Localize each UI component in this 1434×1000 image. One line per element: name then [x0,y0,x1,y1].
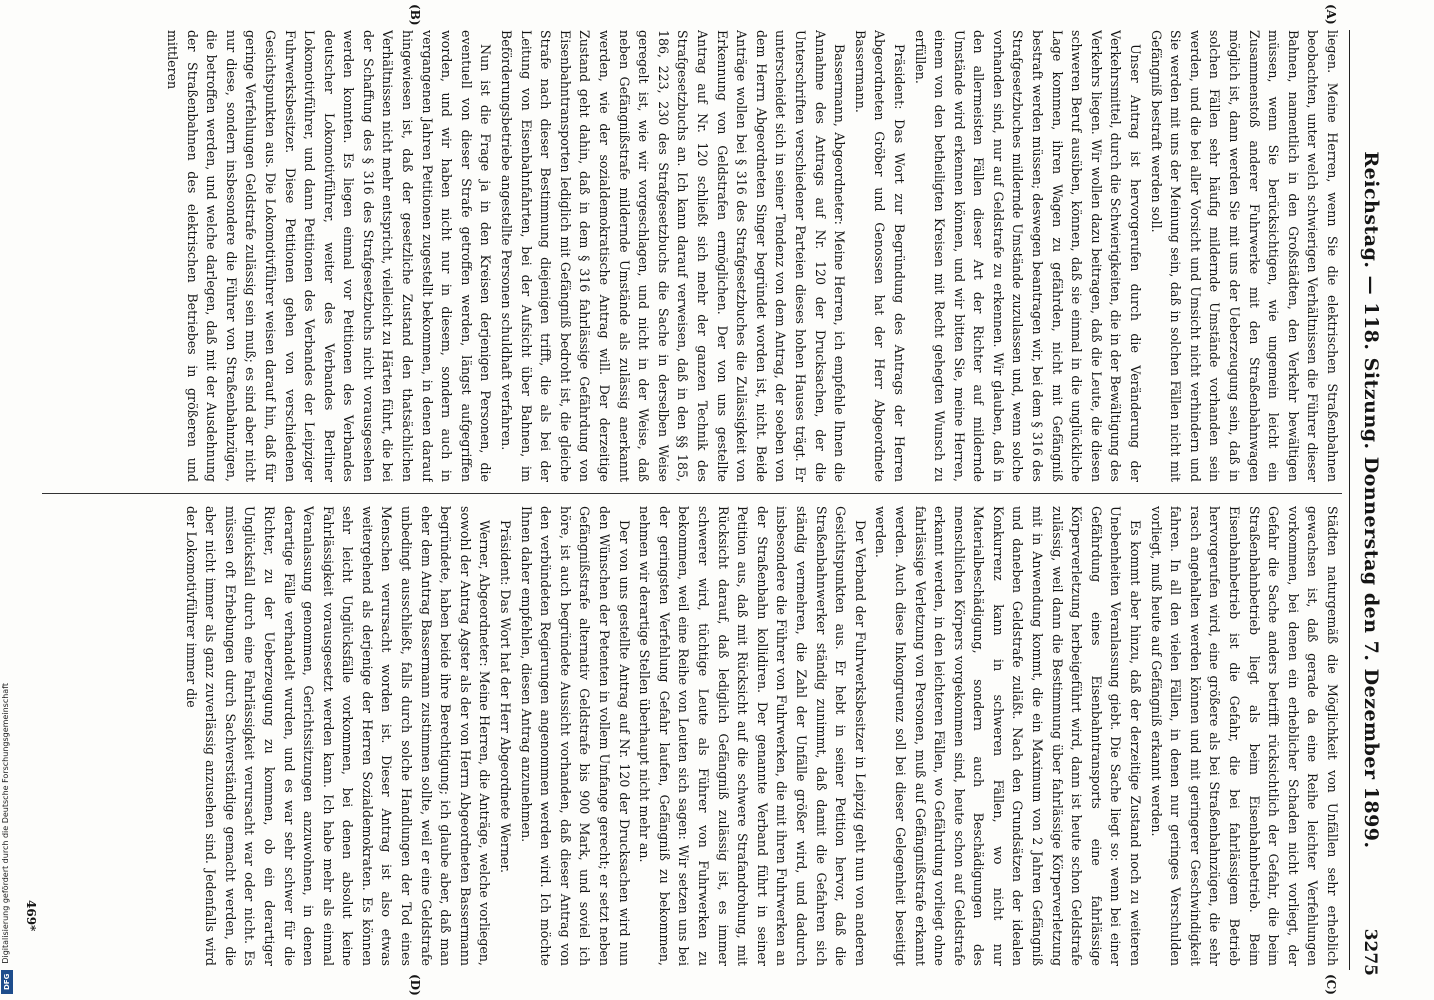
page-title: Reichstag. — 118. Sitzung. Donnerstag den 7. Dezember 1899. [1360,151,1382,849]
paragraph: Städten naturgemäß die Möglichkeit von Unfällen sehr erheblich gewachsen ist, daß gerade da eine Reihe leichter Verfehlungen vorkommen, bei denen ein erheblicher Schaden nicht vorliegt, der Gefahr die Sache anders betrifft rücksichtlich der Gefahr, die beim Straßenbahnbetrieb liegt als beim Eisenbahnbetrieb. Beim Eisenbahnbetrieb ist die Gefahr, die bei fahrlässigem Betrieb hervorgerufen wird, eine größere als bei Straßenbahnzügen, die sehr rasch angehalten werden können und mit geringerer Geschwindigkeit fahren. In all den vielen Fällen, in denen nur geringes Verschulden vorliegt, muß heute auf Gefängniß erkannt werden. [1148,506,1340,966]
paragraph: Präsident: Das Wort hat der Herr Abgeordnete Werner. [498,520,514,873]
margin-marker-c: (C) [1324,974,1338,995]
page-number: 3275 [1360,928,1380,976]
paragraph: Nun ist die Frage ja in den Kreisen derjenigen Personen, die eventuell von dieser Strafe getroffen werden, längst aufgegriffen worden, und wir haben nicht nur in diesem, sondern auch in vergangenen Jahren Petitionen zugestellt bekommen, in denen darauf hingewiesen ist, daß der gesetzliche Zustand den thatsächlichen Verhältnissen nicht mehr entspricht, vielleicht zu Härten führt, die bei der Schaffung des § 316 des Strafgesetzbuchs nicht vorausgesehen werden konnten. Es liegen einmal vor Petitionen des Verbandes deutscher Lokomotivführer, weiter des Verbandes Berliner Lokomotivführer, und dann Petitionen des Verbandes der Leipziger Fuhrwerksbesitzer. Diese Petitionen gehen von verschiedenen Gesichtspunkten aus. Die Lokomotivführer weisen darauf hin, daß für geringe Verfehlungen Geldstrafe zulässig sein muß; es sind aber nicht nur diese, sondern insbesondere die Führer von Straßenbahnzügen, die betroffen werden, und welche darlegen, daß mit der Ausdehnung der Straßenbahnen des elektrischen Betriebes in größeren und mittleren [164,30,494,482]
margin-marker-b: (B) [408,4,422,26]
left-column [42,30,1342,482]
page-header [1352,18,1386,982]
paragraph: Unser Antrag ist hervorgerufen durch die Veränderung der Verkehrsmittel, durch die Schwierigkeiten, die in der Bewältigung des Verkehrs liegen. Wir wollen dazu beitragen, daß die Leute, die diesen schweren Beruf ausüben, können, daß sie einmal in die unglückliche Lage kommen, ihren Wagen zu gefährden, nicht mit Gefängniß bestraft werden müssen; deswegen beantragen wir, bei dem § 316 des Strafgesetzbuches mildernde Umstände zuzulassen und, wenn solche vorhanden sind, nur auf Geldstrafe zu erkennen. Wir glauben, daß in den allermeisten Fällen dieser Art der Richter auf mildernde Umstände wird erkennen können, und wir bitten Sie, meine Herren, einem von den betheiligten Kreisen mit Recht gehegten Wunsch zu erfüllen. [912,30,1144,482]
column-separator [42,493,1342,494]
paragraph: Bassermann, Abgeordneter: Meine Herren, ich empfehle Ihnen die Annahme des Antrags auf Nr. 120 der Drucksachen, der die Unterschriften verschiedener Parteien dieses hohen Hauses trägt. Er unterscheidet sich in seiner Tendenz von dem Antrag, der soeben von dem Herrn Abgeordneten Singer begründet worden ist, nicht. Beide Anträge wollen bei § 316 des Strafgesetzbuches die Zulässigkeit von Erkennung von Geldstrafen ermöglichen. Der von uns gestellte Antrag auf Nr. 120 schließt sich mehr der ganzen Technik des Strafgesetzbuchs an. Ich kann darauf verweisen, daß in den §§ 185, 186, 223, 230 des Strafgesetzbuchs die Sache in derselben Weise geregelt ist, wie wir vorgeschlagen, und nicht in der Weise, daß neben Gefängnißstrafe mildernde Umstände als zulässig anerkannt werden, wie der sozialdemokratische Antrag will. Der derzeitige Zustand geht dahin, daß in dem § 316 fahrlässige Gefährdung von Eisenbahntransporten lediglich mit Gefängniß bedroht ist, die gleiche Strafe nach dieser Bestimmung diejenigen trifft, die als bei der Leitung von Eisenbahnfahrten, bei der Aufsicht über Bahnen, im Beförderungsbetriebe angestellte Personen schuldhaft verfahren. [499,30,848,482]
paragraph: Präsident: Das Wort zur Begründung des Antrags der Herren Abgeordneten Gröber und Genossen hat der Herr Abgeordnete Bassermann. [852,30,907,482]
paragraph: Es kommt aber hinzu, daß der derzeitige Zustand noch zu weiteren Unebenheiten Veranlassung giebt. Die Sache liegt so: wenn bei einer Gefährdung eines Eisenbahntransports eine fahrlässige Körperverletzung herbeigeführt wird, dann ist heute schon Geldstrafe zulässig, weil dann die Bestimmung über fahrlässige Körperverletzung mit in Anwendung kommt, die ein Maximum von 2 Jahren Gefängniß und daneben Geldstrafe zuläßt. Nach den Grundsätzen der idealen Konkurrenz kann in schweren Fällen, wo nicht nur Materialbeschädigung, sondern auch Beschädigungen des menschlichen Körpers vorgekommen sind, heute schon auf Geldstrafe erkannt werden, in den leichteren Fällen, wo Gefährdung vorliegt ohne fahrlässige Verletzung von Personen, muß auf Gefängnißstrafe erkannt werden. Auch diese Inkongruenz soll bei dieser Gelegenheit beseitigt werden. [873,506,1144,966]
digitization-credit [0,0,14,1000]
margin-marker-a: (A) [1324,4,1338,25]
paragraph: Werner, Abgeordneter: Meine Herren, die Anträge, welche vorliegen, sowohl der Antrag Agster als der von Herrn Abgeordneten Bassermann begründete, haben beide ihre Berechtigung; ich glaube aber, daß man eher dem Antrag Bassermann zustimmen sollte, weil er eine Geldstrafe unbedingt ausschließt, falls durch solche Handlungen der Tod eines Menschen verursacht worden ist. Dieser Antrag ist also etwas weitergehend als derjenige der Herren Sozialdemokraten. Es können sehr leicht Unglücksfälle vorkommen, bei denen absolut keine Fahrlässigkeit vorausgesetzt werden kann. Ich habe mehr als einmal Veranlassung genommen, Gerichtssitzungen anzuwohnen, in denen derartige Fälle verhandelt wurden, und es war sehr schwer für die Richter, zu der Ueberzeugung zu kommen, ob ein derartiger Unglücksfall durch eine Fahrlässigkeit verursacht war oder nicht. Es müssen oft Erhebungen durch Sachverständige gemacht werden, die aber nicht immer als ganz zuverlässig anzusehen sind. Jedenfalls wird der Lokomotivführer immer die [183,506,493,966]
paragraph: Der Verband der Fuhrwerksbesitzer in Leipzig geht nun von anderen Gesichtspunkten aus. Er hebt in seiner Petition hervor, daß die Straßenbahnwerker ständig zunimmt, daß damit die Gefahren sich ständig vermehren, die Zahl der Unfälle größer wird, und dadurch insbesondere die Führer von Fuhrwerken, die mit ihren Fuhrwerken an der Straßenbahn kollidiren. Der genannte Verband führt in seiner Petition aus, daß mit Rücksicht auf die schwere Strafandrohung, mit Rücksicht darauf, daß lediglich Gefängniß zulässig ist, es immer schwerer wird, tüchtige Leute als Führer von Fuhrwerken zu bekommen, weil eine Reihe von Leuten sich sagen: Wir setzen uns bei der geringsten Verfehlung Gefahr laufen, Gefängniß zu bekommen, nehmen wir derartige Stellen überhaupt nicht mehr an. [637,506,868,966]
margin-marker-d: (D) [408,974,422,996]
paragraph: Der von uns gestellte Antrag auf Nr. 120 der Drucksachen wird nun den Wünschen der Petenten in vollem Umfange gerecht; er setzt neben Gefängnißstrafe alternativ Geldstrafe bis 900 Mark, und soviel ich höre, ist auch begründete Aussicht vorhanden, daß dieser Antrag von den verbündeten Regierungen angenommen werden wird. Ich möchte Ihnen daher empfehlen, diesen Antrag anzunehmen. [518,506,632,966]
sheet-signature: 469* [24,900,38,932]
credit-text: Digitalisierung gefördert durch die Deutsche Forschungsgemeinschaft [1,683,10,964]
dfg-logo: DFG [1,970,13,994]
header-rule [1349,30,1350,970]
right-column [42,506,1342,966]
paragraph: liegen. Meine Herren, wenn Sie die elektrischen Straßenbahnen beobachten, unter welch schwierigen Verhältnissen die Führer dieser Bahnen, namentlich in den Großstädten, den Verkehr bewältigen müssen, wenn Sie berücksichtigen, wie ungemein leicht ein Zusammenstoß anderer Fuhrwerke mit den Straßenbahnwagen möglich ist, dann werden Sie mit uns der Ueberzeugung sein, daß in solchen Fällen sehr häufig mildernde Umstände vorhanden sein werden, und die bei aller Vorsicht und Umsicht nicht verhindern und Sie werden mit uns der Meinung sein, daß in solchen Fällen nicht mit Gefängniß bestraft werden soll. [1148,30,1340,482]
